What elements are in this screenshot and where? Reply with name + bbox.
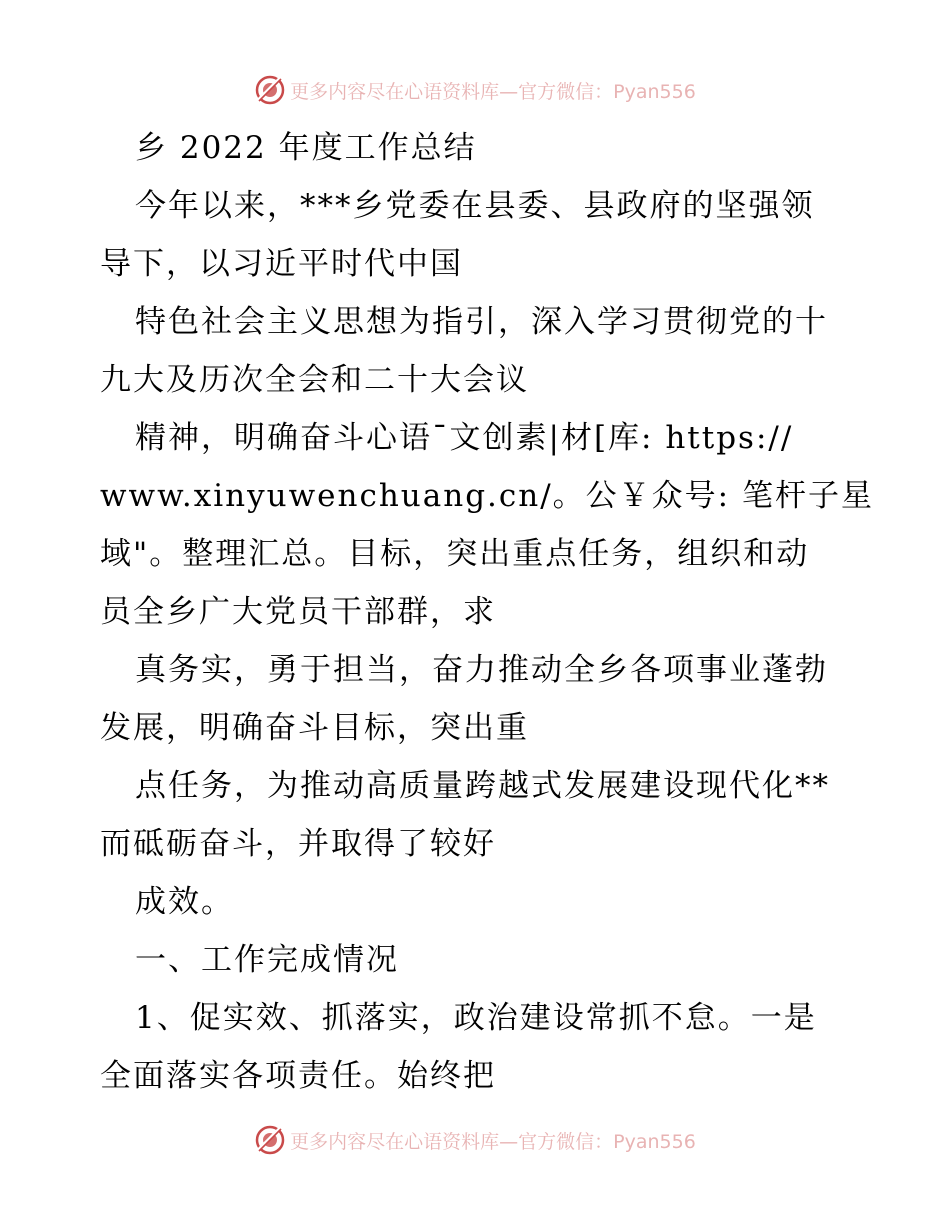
watermark-logo-icon — [254, 1124, 286, 1156]
header-watermark-text: 更多内容尽在心语资料库—官方微信：Pyan556 — [290, 80, 696, 103]
paragraph-line: 员全乡广大党员干部群，求 — [100, 594, 496, 630]
paragraph-line: 全面落实各项责任。始终把 — [100, 1058, 496, 1094]
paragraph-line: 真务实，勇于担当，奋力推动全乡各项事业蓬勃 — [135, 652, 828, 688]
paragraph-line: 而砥砺奋斗，并取得了较好 — [100, 826, 496, 862]
footer-watermark — [0, 1120, 950, 1160]
section-heading: 一、工作完成情况 — [135, 942, 399, 978]
paragraph-line: 特色社会主义思想为指引，深入学习贯彻党的十 — [135, 304, 828, 340]
paragraph-line: 今年以来，***乡党委在县委、县政府的坚强领 — [135, 188, 815, 224]
watermark-logo-icon — [254, 74, 286, 106]
paragraph-line: 导下，以习近平时代中国 — [100, 246, 463, 282]
paragraph-line: 点任务，为推动高质量跨越式发展建设现代化** — [135, 768, 830, 804]
paragraph-line: 域"。整理汇总。目标，突出重点任务，组织和动 — [100, 536, 810, 572]
paragraph-line: 成效。 — [135, 884, 234, 920]
paragraph-line: 精神，明确奋斗心语¯文创素|材[库: https:// — [135, 420, 794, 456]
paragraph-line: 九大及历次全会和二十大会议 — [100, 362, 529, 398]
paragraph-line: www.xinyuwenchuang.cn/。公￥众号: 笔杆子星 — [100, 478, 874, 514]
paragraph-line: 1、促实效、抓落实，政治建设常抓不怠。一是 — [135, 1000, 817, 1036]
document-title: 乡 2022 年度工作总结 — [135, 130, 477, 166]
header-watermark — [0, 70, 950, 110]
footer-watermark-text: 更多内容尽在心语资料库—官方微信：Pyan556 — [290, 1130, 696, 1153]
paragraph-line: 发展，明确奋斗目标，突出重 — [100, 710, 529, 746]
